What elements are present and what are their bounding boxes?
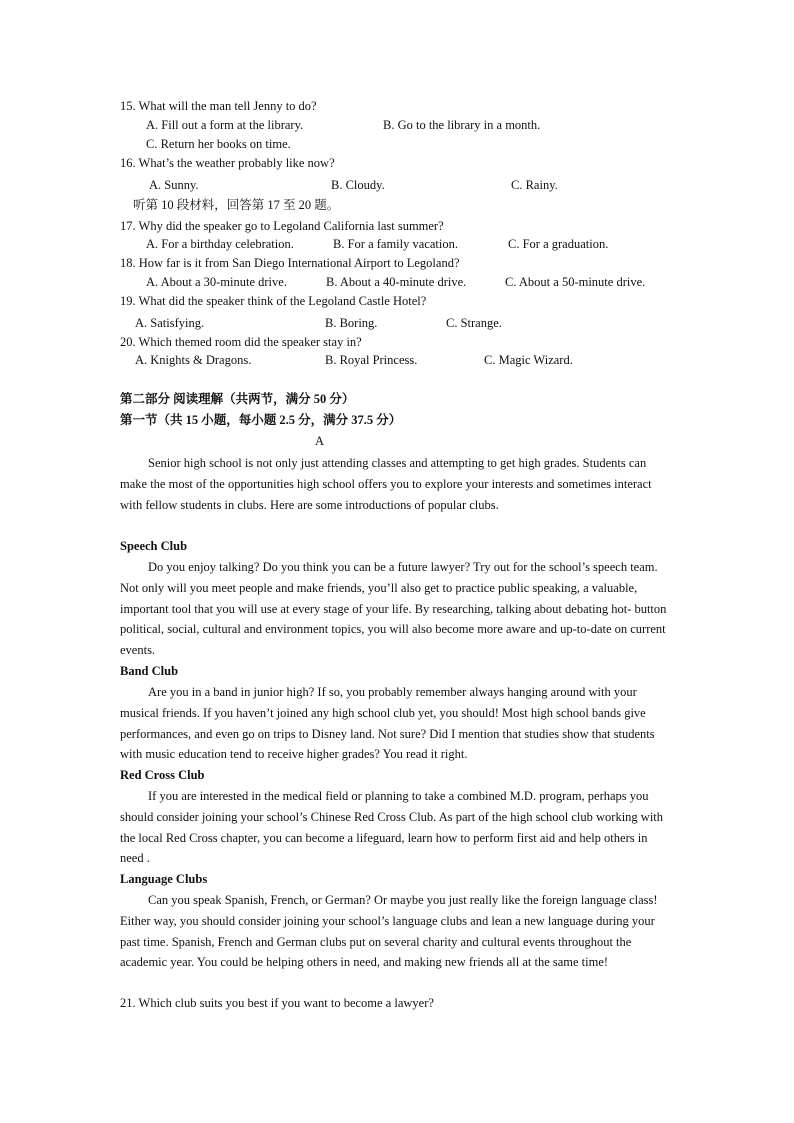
club-heading-language: Language Clubs <box>120 872 208 886</box>
club-text-red-cross: If you are interested in the medical field or planning to take a combined M.D. program, perhaps you should consider joining your school’s Chinese Red Cross Club. As part of the high school club working with the local Red Cross chapter, you can become a lifeguard, learn how to perform first aid and help others in need . <box>120 789 664 866</box>
club-heading-band: Band Club <box>120 664 179 678</box>
question-20: 20. Which themed room did the speaker stay in? <box>120 335 362 349</box>
part-two-title: 第二部分 阅读理解（共两节，满分 50 分） <box>120 392 355 406</box>
question-17: 17. Why did the speaker go to Legoland California last summer? <box>120 219 444 233</box>
section-one-title: 第一节（共 15 小题，每小题 2.5 分，满分 37.5 分） <box>120 413 402 427</box>
q20-option-b: B. Royal Princess. <box>325 353 418 367</box>
q16-option-b: B. Cloudy. <box>331 178 385 192</box>
q15-option-c: C. Return her books on time. <box>146 137 291 151</box>
question-21: 21. Which club suits you best if you want to become a lawyer? <box>120 996 434 1010</box>
q17-option-b: B. For a family vacation. <box>333 237 458 251</box>
passage-letter: A <box>315 434 325 448</box>
q18-option-c: C. About a 50-minute drive. <box>505 275 646 289</box>
q17-option-a: A. For a birthday celebration. <box>146 237 294 251</box>
club-text-speech: Do you enjoy talking? Do you think you can be a future lawyer? Try out for the school’s speech team. Not only will you meet people and make friends, you’ll also get to practice public speaking, a valuable, important tool that you will use at every stage of your life. By researching, talking about debating hot- button political, social, cultural and environment topics, you will also become more aware and up-to-date on current events. <box>120 560 667 658</box>
q20-option-c: C. Magic Wizard. <box>484 353 573 367</box>
q16-option-a: A. Sunny. <box>149 178 199 192</box>
q19-option-a: A. Satisfying. <box>135 316 205 330</box>
q16-option-c: C. Rainy. <box>511 178 558 192</box>
q18-option-b: B. About a 40-minute drive. <box>326 275 467 289</box>
listening-section-note: 听第 10 段材料，回答第 17 至 20 题。 <box>133 198 340 212</box>
question-19: 19. What did the speaker think of the Legoland Castle Hotel? <box>120 294 427 308</box>
club-heading-red-cross: Red Cross Club <box>120 768 205 782</box>
q20-option-a: A. Knights & Dragons. <box>135 353 252 367</box>
question-18: 18. How far is it from San Diego International Airport to Legoland? <box>120 256 460 270</box>
passage-intro: Senior high school is not only just attending classes and attempting to get high grades. Students can make the most of the opportunities high school offers you to explore your interests and sometimes interact with fellow students in clubs. Here are some introductions of popular clubs. <box>120 456 652 512</box>
q17-option-c: C. For a graduation. <box>508 237 609 251</box>
q19-option-b: B. Boring. <box>325 316 378 330</box>
q15-option-b: B. Go to the library in a month. <box>383 118 541 132</box>
club-text-band: Are you in a band in junior high? If so, you probably remember always hanging around with your musical friends. If you haven’t joined any high school club yet, you should! Most high school bands give performances, and even go on trips to Disney land. Not sure? Did I mention that studies show that students with music education tend to receive higher grades? You read it right. <box>120 685 655 762</box>
club-heading-speech: Speech Club <box>120 539 188 553</box>
q15-option-a: A. Fill out a form at the library. <box>146 118 304 132</box>
club-text-language: Can you speak Spanish, French, or German? Or maybe you just really like the foreign language class! Either way, you should consider joining your school’s language clubs and lean a new language during your past time. Spanish, French and German clubs put on several charity and cultural events throughout the academic year. You could be helping others in need, and making new friends all at the same time! <box>120 893 658 970</box>
q19-option-c: C. Strange. <box>446 316 502 330</box>
question-15: 15. What will the man tell Jenny to do? <box>120 99 317 113</box>
q18-option-a: A. About a 30-minute drive. <box>146 275 287 289</box>
question-16: 16. What’s the weather probably like now? <box>120 156 335 170</box>
